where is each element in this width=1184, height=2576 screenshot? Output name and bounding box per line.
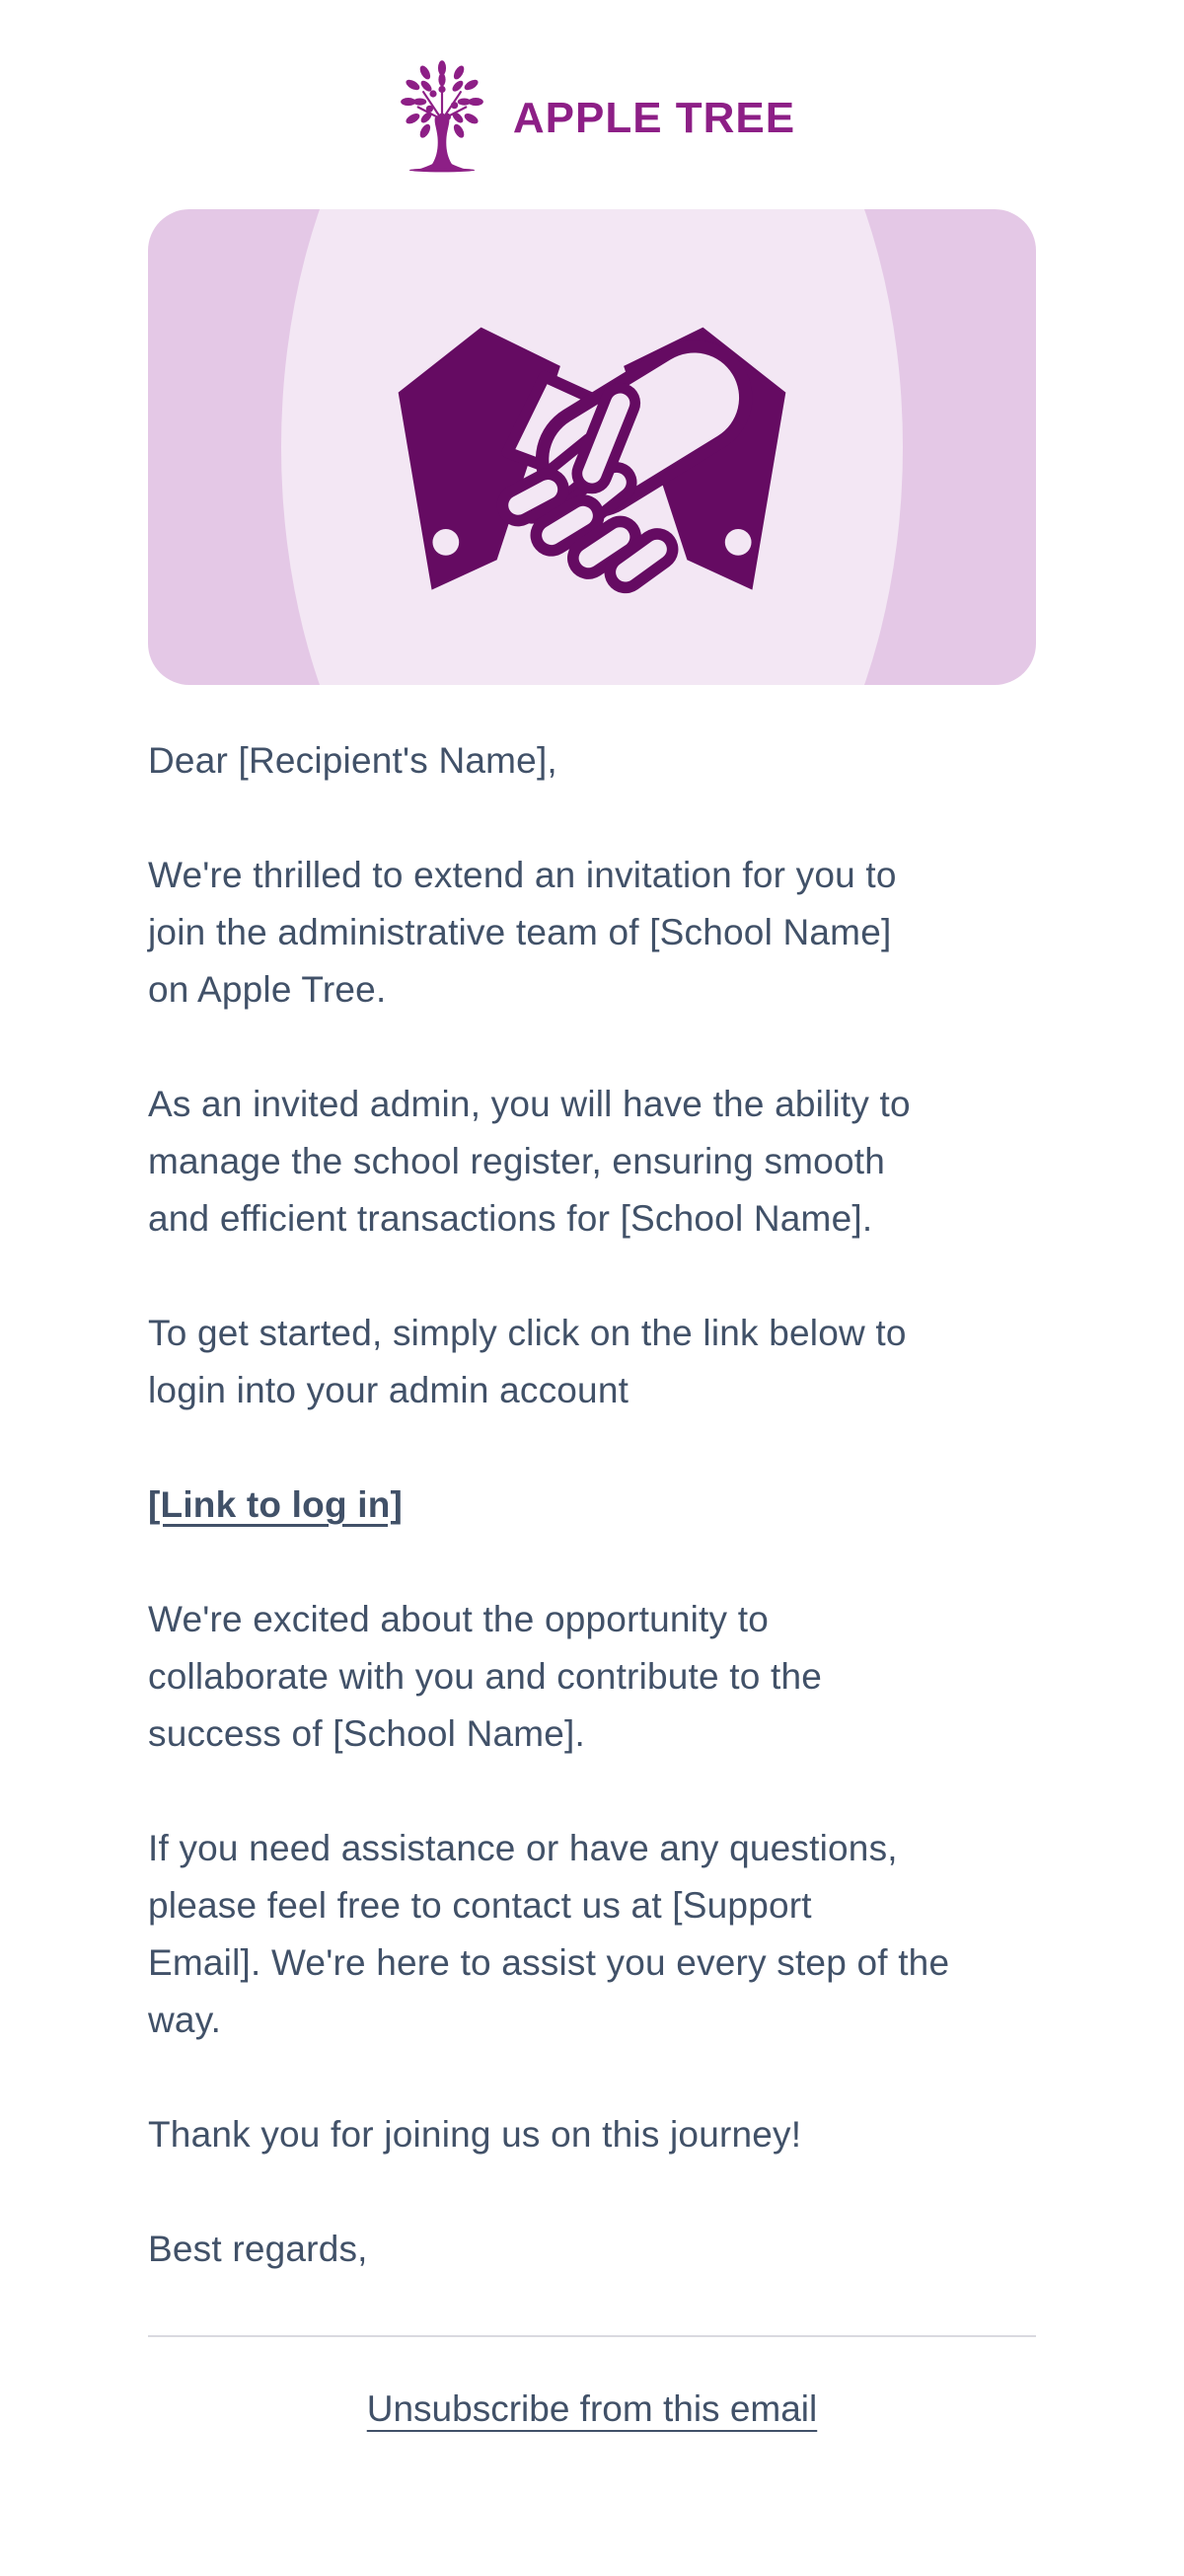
text-line: We're thrilled to extend an invitation for you to: [148, 855, 897, 895]
text-line: on Apple Tree.: [148, 969, 387, 1010]
text-line: We're excited about the opportunity to: [148, 1599, 769, 1639]
login-link[interactable]: [Link to log in]: [148, 1484, 404, 1525]
paragraph-regards: [148, 2221, 1036, 2278]
paragraph-login-link: [148, 1477, 1036, 1534]
email-footer: [0, 2388, 1184, 2430]
text-line: Thank you for joining us on this journey!: [148, 2114, 802, 2155]
email-body: [148, 732, 1036, 2278]
unsubscribe-link[interactable]: Unsubscribe from this email: [366, 2388, 818, 2429]
paragraph-get-started: [148, 1305, 1036, 1419]
text-line: collaborate with you and contribute to the: [148, 1656, 823, 1697]
text-line: success of [School Name].: [148, 1713, 586, 1754]
paragraph-admin-role: [148, 1076, 1036, 1248]
text-line: login into your admin account: [148, 1370, 629, 1410]
text-line: way.: [148, 2000, 222, 2040]
text-line: please feel free to contact us at [Support: [148, 1885, 812, 1926]
brand-logo: [0, 63, 1184, 174]
text-line: Dear [Recipient's Name],: [148, 740, 557, 781]
footer-divider: [148, 2335, 1036, 2337]
text-line: Best regards,: [148, 2229, 368, 2269]
text-line: manage the school register, ensuring smooth: [148, 1141, 885, 1181]
paragraph-excited: [148, 1591, 1036, 1763]
text-line: join the administrative team of [School Name]: [148, 912, 892, 952]
text-line: and efficient transactions for [School Name].: [148, 1198, 873, 1239]
text-line: If you need assistance or have any questions,: [148, 1828, 898, 1868]
brand-name: APPLE TREE: [512, 94, 796, 142]
hero-banner: [148, 209, 1036, 685]
paragraph-invite: [148, 847, 1036, 1019]
text-line: Email]. We're here to assist you every step of the: [148, 1942, 950, 1983]
text-line: As an invited admin, you will have the ability to: [148, 1084, 911, 1124]
text-line: To get started, simply click on the link below to: [148, 1313, 907, 1353]
apple-tree-icon: [389, 57, 495, 180]
paragraph-support: [148, 1820, 1036, 2049]
paragraph-thanks: [148, 2106, 1036, 2163]
paragraph-greeting: [148, 732, 1036, 790]
